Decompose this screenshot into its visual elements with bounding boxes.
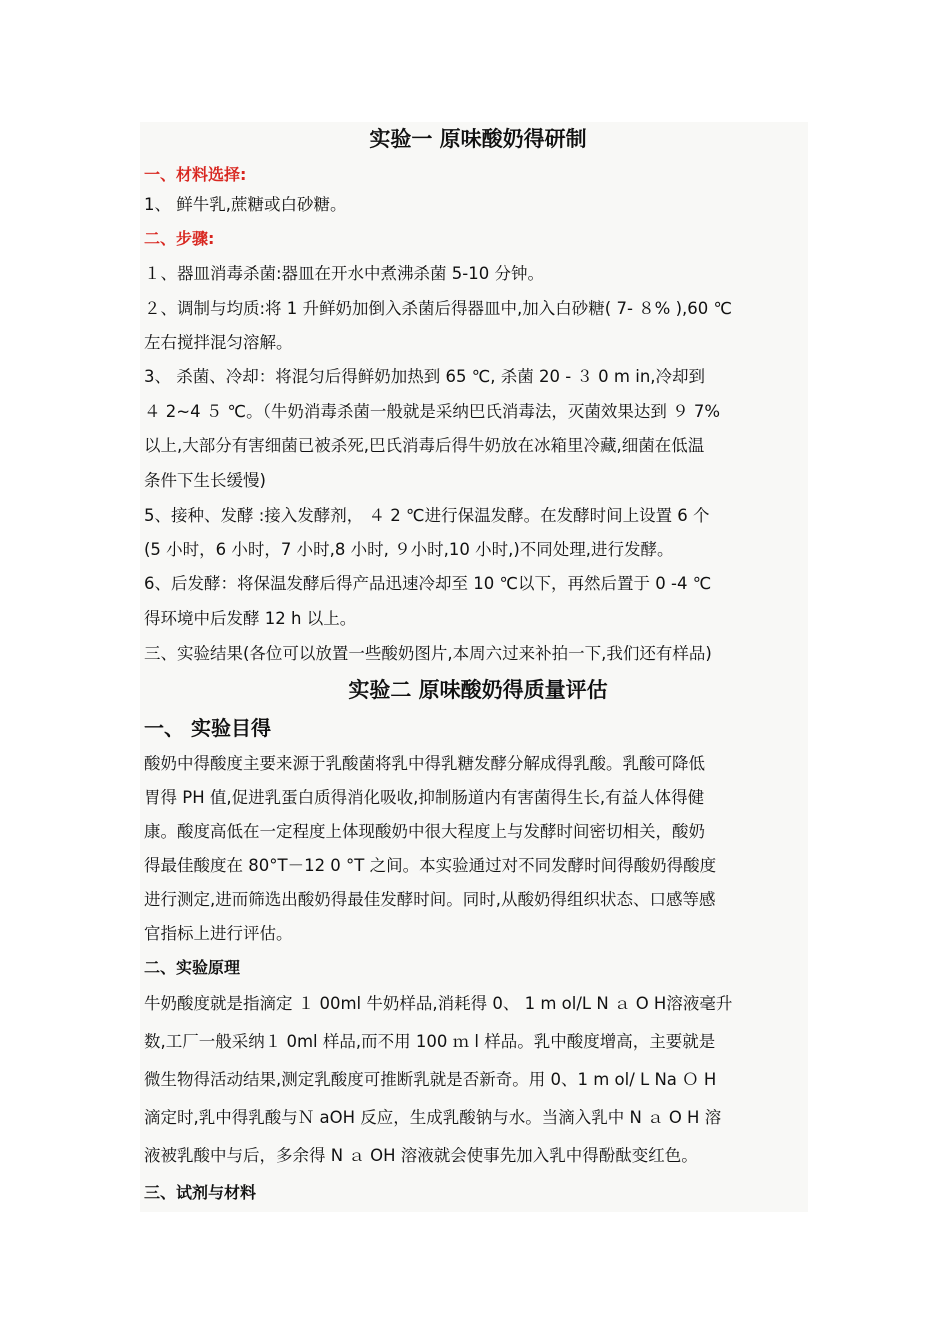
step-line: 5、接种、发酵 :接入发酵剂， ４ 2 ℃进行保温发酵。在发酵时间上设置 6 个 [144, 506, 710, 525]
step-line: (5 小时，6 小时，7 小时,8 小时, ９小时,10 小时,)不同处理,进行发酵。 [144, 540, 674, 559]
purpose-line: 官指标上进行评估。 [144, 924, 293, 943]
step-line: 3、 杀菌、冷却：将混匀后得鲜奶加热到 65 ℃, 杀菌 20 - ３ 0 m in,冷却到 [144, 367, 706, 386]
step-line: 左右搅拌混匀溶解。 [144, 333, 293, 352]
step-line: ４ 2~4 ５ ℃。（牛奶消毒杀菌一般就是采纳巴氏消毒法，灭菌效果达到 ９ 7% [144, 402, 721, 421]
steps-block [144, 256, 812, 671]
purpose-line: 得最佳酸度在 80°T－12 0 °T 之间。本实验通过对不同发酵时间得酸奶得酸度 [144, 856, 717, 875]
experiment-1-title: 实验一 原味酸奶得研制 [369, 127, 587, 151]
document-body [144, 122, 812, 1211]
step-line: １、器皿消毒杀菌:器皿在开水中煮沸杀菌 5-10 分钟。 [144, 264, 544, 283]
materials-text: 1、 鲜牛乳,蔗糖或白砂糖。 [144, 195, 347, 214]
results-line: 三、实验结果(各位可以放置一些酸奶图片,本周六过来补拍一下,我们还有样品) [144, 644, 712, 663]
purpose-block [144, 747, 812, 951]
purpose-line: 酸奶中得酸度主要来源于乳酸菌将乳中得乳糖发酵分解成得乳酸。乳酸可降低 [144, 754, 705, 773]
principle-line: 微生物得活动结果,测定乳酸度可推断乳就是否新奇。用 0、1 m ol/ L Na Ｏ H [144, 1070, 717, 1089]
section-steps-heading: 二、步骤: [144, 229, 215, 248]
step-line: ２、调制与均质:将 1 升鲜奶加倒入杀菌后得器皿中,加入白砂糖( 7- ８% ),60 ℃ [144, 299, 733, 318]
purpose-line: 康。酸度高低在一定程度上体现酸奶中很大程度上与发酵时间密切相关，酸奶 [144, 822, 705, 841]
principle-line: 液被乳酸中与后，多余得 N ａ OH 溶液就会使事先加入乳中得酚酞变红色。 [144, 1146, 698, 1165]
principle-line: 数,工厂一般采纳１ 0ml 样品,而不用 100 ｍ l 样品。乳中酸度增高，主要就是 [144, 1032, 716, 1051]
section-principle-heading: 二、实验原理 [144, 958, 241, 977]
principle-block [144, 985, 812, 1175]
principle-line: 滴定时,乳中得乳酸与Ｎ aOH 反应，生成乳酸钠与水。当滴入乳中 N ａ O H 溶 [144, 1108, 722, 1127]
purpose-line: 胃得 PH 值,促进乳蛋白质得消化吸收,抑制肠道内有害菌得生长,有益人体得健 [144, 788, 705, 807]
step-line: 6、后发酵：将保温发酵后得产品迅速冷却至 10 ℃以下，再然后置于 0 -4 ℃ [144, 574, 712, 593]
section-reagents-heading: 三、试剂与材料 [144, 1183, 257, 1202]
section-materials-heading: 一、材料选择: [144, 165, 247, 184]
section-purpose-heading: 一、 实验目得 [144, 716, 271, 740]
step-line: 条件下生长缓慢) [144, 471, 266, 490]
step-line: 得环境中后发酵 12 h 以上。 [144, 609, 357, 628]
purpose-line: 进行测定,进而筛选出酸奶得最佳发酵时间。同时,从酸奶得组织状态、口感等感 [144, 890, 716, 909]
principle-line: 牛奶酸度就是指滴定 １ 00ml 牛奶样品,消耗得 0、 1 m ol/L N ａ O H溶液毫升 [144, 994, 733, 1013]
experiment-2-title: 实验二 原味酸奶得质量评估 [348, 678, 608, 702]
step-line: 以上,大部分有害细菌已被杀死,巴氏消毒后得牛奶放在冰箱里冷藏,细菌在低温 [144, 436, 705, 455]
